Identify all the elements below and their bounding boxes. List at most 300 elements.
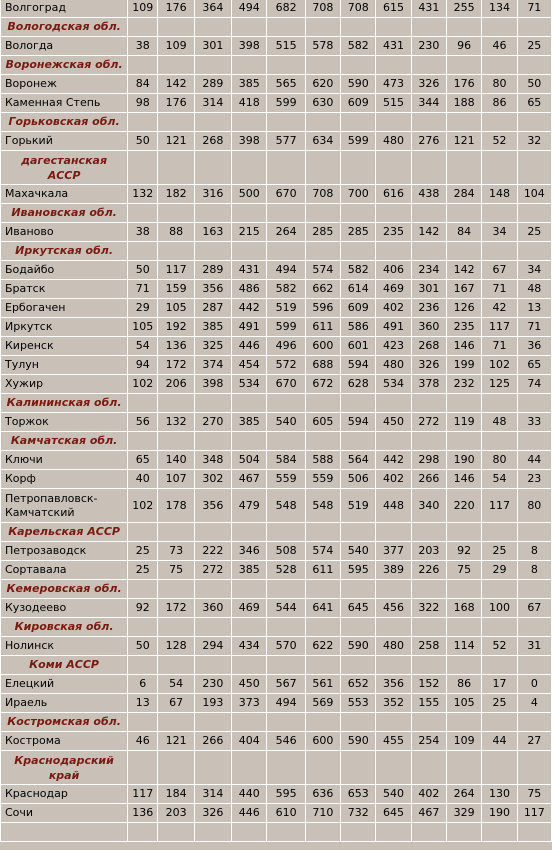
month-value-cell: 652 — [341, 675, 375, 693]
month-value-cell: 450 — [232, 675, 266, 693]
month-value-cell: 132 — [128, 185, 157, 203]
month-value-cell: 71 — [482, 337, 516, 355]
month-value-cell: 25 — [128, 542, 157, 560]
month-value-cell: 582 — [341, 261, 375, 279]
empty-cell — [447, 242, 481, 260]
month-value-cell — [195, 823, 231, 841]
month-value-cell: 176 — [158, 0, 193, 17]
month-value-cell: 418 — [232, 94, 266, 112]
month-value-cell: 34 — [518, 261, 551, 279]
empty-cell — [412, 713, 446, 731]
month-value-cell: 596 — [306, 299, 340, 317]
empty-cell — [232, 56, 266, 74]
empty-cell — [195, 432, 231, 450]
month-value-cell: 130 — [482, 785, 516, 803]
month-value-cell: 114 — [447, 637, 481, 655]
empty-cell — [376, 523, 410, 541]
month-value-cell: 480 — [376, 132, 410, 150]
month-value-cell: 455 — [376, 732, 410, 750]
empty-cell — [267, 656, 304, 674]
month-value-cell: 594 — [341, 356, 375, 374]
empty-cell — [306, 656, 340, 674]
empty-cell — [195, 18, 231, 36]
empty-cell — [376, 751, 410, 784]
month-value-cell: 73 — [158, 542, 193, 560]
month-value-cell: 25 — [518, 223, 551, 241]
month-value-cell: 121 — [158, 732, 193, 750]
empty-cell — [518, 204, 551, 222]
empty-cell — [482, 204, 516, 222]
empty-cell — [232, 580, 266, 598]
month-value-cell: 50 — [128, 637, 157, 655]
month-value-cell: 584 — [267, 451, 304, 469]
station-name: Вологда — [1, 37, 127, 55]
month-value-cell: 203 — [158, 804, 193, 822]
empty-cell — [412, 18, 446, 36]
month-value-cell: 344 — [412, 94, 446, 112]
empty-cell — [195, 713, 231, 731]
empty-cell — [195, 204, 231, 222]
month-value-cell: 326 — [195, 804, 231, 822]
month-value-cell: 192 — [158, 318, 193, 336]
month-value-cell: 92 — [447, 542, 481, 560]
month-value-cell: 86 — [482, 94, 516, 112]
station-name: Киренск — [1, 337, 127, 355]
month-value-cell: 121 — [158, 132, 193, 150]
month-value-cell: 266 — [195, 732, 231, 750]
empty-cell — [195, 113, 231, 131]
month-value-cell: 616 — [376, 185, 410, 203]
month-value-cell: 645 — [376, 804, 410, 822]
month-value-cell: 54 — [158, 675, 193, 693]
month-value-cell: 710 — [306, 804, 340, 822]
month-value-cell: 548 — [306, 489, 340, 522]
month-value-cell: 398 — [232, 37, 266, 55]
empty-cell — [195, 580, 231, 598]
empty-cell — [518, 432, 551, 450]
month-value-cell — [412, 823, 446, 841]
empty-cell — [306, 56, 340, 74]
month-value-cell: 100 — [482, 599, 516, 617]
month-value-cell: 373 — [232, 694, 266, 712]
empty-cell — [341, 656, 375, 674]
month-value-cell: 52 — [482, 132, 516, 150]
month-value-cell: 266 — [412, 470, 446, 488]
month-value-cell: 670 — [267, 185, 304, 203]
month-value-cell: 203 — [412, 542, 446, 560]
empty-cell — [412, 656, 446, 674]
region-name: Камчатская обл. — [1, 432, 127, 450]
empty-cell — [412, 523, 446, 541]
month-value-cell: 322 — [412, 599, 446, 617]
month-value-cell: 264 — [267, 223, 304, 241]
table-row — [1, 223, 551, 241]
empty-cell — [267, 432, 304, 450]
month-value-cell: 71 — [518, 0, 551, 17]
month-value-cell: 605 — [306, 413, 340, 431]
empty-cell — [158, 56, 193, 74]
empty-cell — [341, 523, 375, 541]
month-value-cell: 356 — [376, 675, 410, 693]
empty-cell — [482, 394, 516, 412]
empty-cell — [267, 394, 304, 412]
month-value-cell: 71 — [128, 280, 157, 298]
month-value-cell: 235 — [376, 223, 410, 241]
month-value-cell: 634 — [306, 132, 340, 150]
empty-cell — [195, 618, 231, 636]
month-value-cell: 346 — [232, 542, 266, 560]
empty-cell — [341, 204, 375, 222]
month-value-cell: 126 — [447, 299, 481, 317]
empty-cell — [518, 656, 551, 674]
month-value-cell: 92 — [128, 599, 157, 617]
month-value-cell: 232 — [447, 375, 481, 393]
empty-cell — [128, 113, 157, 131]
month-value-cell: 215 — [232, 223, 266, 241]
region-header-row — [1, 204, 551, 222]
empty-cell — [232, 113, 266, 131]
month-value-cell: 121 — [447, 132, 481, 150]
month-value-cell: 142 — [412, 223, 446, 241]
month-value-cell: 276 — [412, 132, 446, 150]
month-value-cell: 105 — [447, 694, 481, 712]
month-value-cell: 84 — [447, 223, 481, 241]
month-value-cell: 609 — [341, 299, 375, 317]
month-value-cell: 294 — [195, 637, 231, 655]
month-value-cell: 148 — [482, 185, 516, 203]
empty-cell — [306, 151, 340, 184]
empty-cell — [306, 580, 340, 598]
empty-cell — [195, 394, 231, 412]
month-value-cell: 456 — [376, 599, 410, 617]
month-value-cell: 117 — [518, 804, 551, 822]
month-value-cell: 25 — [482, 694, 516, 712]
station-name: Хужир — [1, 375, 127, 393]
table-row — [1, 561, 551, 579]
month-value-cell: 506 — [341, 470, 375, 488]
month-value-cell: 109 — [447, 732, 481, 750]
month-value-cell: 496 — [267, 337, 304, 355]
month-value-cell: 708 — [306, 185, 340, 203]
empty-cell — [518, 113, 551, 131]
empty-cell — [232, 18, 266, 36]
empty-cell — [518, 523, 551, 541]
table-row — [1, 375, 551, 393]
empty-cell — [518, 242, 551, 260]
month-value-cell: 645 — [341, 599, 375, 617]
month-value-cell: 54 — [128, 337, 157, 355]
table-row — [1, 542, 551, 560]
month-value-cell: 152 — [412, 675, 446, 693]
station-name: Петропавловск-Камчатский — [1, 489, 127, 522]
empty-cell — [158, 523, 193, 541]
table-row — [1, 637, 551, 655]
empty-cell — [447, 713, 481, 731]
empty-cell — [518, 18, 551, 36]
month-value-cell: 17 — [482, 675, 516, 693]
month-value-cell: 146 — [447, 337, 481, 355]
region-name: Вологодская обл. — [1, 18, 127, 36]
empty-cell — [232, 242, 266, 260]
month-value-cell: 600 — [306, 337, 340, 355]
month-value-cell: 569 — [306, 694, 340, 712]
month-value-cell: 672 — [306, 375, 340, 393]
month-value-cell: 42 — [482, 299, 516, 317]
empty-cell — [341, 242, 375, 260]
station-name: Иркутск — [1, 318, 127, 336]
empty-cell — [128, 151, 157, 184]
month-value-cell: 590 — [341, 732, 375, 750]
month-value-cell: 588 — [306, 451, 340, 469]
month-value-cell: 494 — [267, 694, 304, 712]
month-value-cell: 29 — [482, 561, 516, 579]
month-value-cell: 107 — [158, 470, 193, 488]
empty-cell — [447, 204, 481, 222]
month-value-cell: 94 — [128, 356, 157, 374]
month-value-cell: 700 — [341, 185, 375, 203]
table-row — [1, 599, 551, 617]
month-value-cell: 56 — [128, 413, 157, 431]
station-name: Махачкала — [1, 185, 127, 203]
month-value-cell: 595 — [341, 561, 375, 579]
month-value-cell: 708 — [306, 0, 340, 17]
empty-cell — [128, 56, 157, 74]
station-name: Ербогачен — [1, 299, 127, 317]
month-value-cell: 385 — [195, 318, 231, 336]
month-value-cell: 670 — [267, 375, 304, 393]
month-value-cell: 515 — [376, 94, 410, 112]
month-value-cell: 109 — [128, 0, 157, 17]
month-value-cell: 46 — [128, 732, 157, 750]
empty-cell — [306, 618, 340, 636]
month-value-cell: 653 — [341, 785, 375, 803]
empty-cell — [306, 18, 340, 36]
month-value-cell: 454 — [232, 356, 266, 374]
empty-cell — [412, 204, 446, 222]
table-row — [1, 470, 551, 488]
month-value-cell: 80 — [518, 489, 551, 522]
empty-cell — [412, 394, 446, 412]
station-name: Иваново — [1, 223, 127, 241]
empty-cell — [518, 713, 551, 731]
month-value-cell: 27 — [518, 732, 551, 750]
empty-cell — [267, 113, 304, 131]
region-header-row — [1, 242, 551, 260]
station-name: Сортавала — [1, 561, 127, 579]
month-value-cell: 65 — [518, 94, 551, 112]
region-name: Воронежская обл. — [1, 56, 127, 74]
month-value-cell: 102 — [128, 375, 157, 393]
month-value-cell: 102 — [482, 356, 516, 374]
empty-cell — [158, 18, 193, 36]
month-value-cell — [482, 823, 516, 841]
month-value-cell: 486 — [232, 280, 266, 298]
empty-cell — [158, 432, 193, 450]
empty-cell — [232, 751, 266, 784]
month-value-cell: 491 — [232, 318, 266, 336]
table-row — [1, 94, 551, 112]
empty-cell — [341, 18, 375, 36]
table-row — [1, 37, 551, 55]
month-value-cell: 159 — [158, 280, 193, 298]
empty-cell — [482, 713, 516, 731]
month-value-cell: 491 — [376, 318, 410, 336]
month-value-cell: 301 — [412, 280, 446, 298]
station-name: Ираель — [1, 694, 127, 712]
empty-cell — [232, 151, 266, 184]
month-value-cell — [518, 823, 551, 841]
month-value-cell: 356 — [195, 280, 231, 298]
month-value-cell: 4 — [518, 694, 551, 712]
empty-cell — [482, 656, 516, 674]
month-value-cell: 570 — [267, 637, 304, 655]
month-value-cell: 289 — [195, 75, 231, 93]
month-value-cell: 172 — [158, 599, 193, 617]
month-value-cell — [158, 823, 193, 841]
month-value-cell: 348 — [195, 451, 231, 469]
empty-cell — [376, 656, 410, 674]
month-value-cell: 480 — [376, 637, 410, 655]
month-value-cell: 193 — [195, 694, 231, 712]
month-value-cell: 480 — [376, 356, 410, 374]
month-value-cell: 13 — [518, 299, 551, 317]
month-value-cell: 29 — [128, 299, 157, 317]
empty-cell — [341, 394, 375, 412]
month-value-cell: 132 — [158, 413, 193, 431]
month-value-cell: 431 — [412, 0, 446, 17]
month-value-cell: 48 — [482, 413, 516, 431]
empty-cell — [267, 523, 304, 541]
month-value-cell: 65 — [128, 451, 157, 469]
table-row — [1, 299, 551, 317]
empty-cell — [306, 242, 340, 260]
empty-cell — [267, 713, 304, 731]
month-value-cell: 50 — [128, 132, 157, 150]
month-value-cell: 102 — [128, 489, 157, 522]
month-value-cell: 25 — [518, 37, 551, 55]
empty-cell — [158, 394, 193, 412]
month-value-cell: 128 — [158, 637, 193, 655]
month-value-cell: 467 — [232, 470, 266, 488]
month-value-cell: 326 — [412, 356, 446, 374]
month-value-cell: 572 — [267, 356, 304, 374]
month-value-cell: 206 — [158, 375, 193, 393]
region-name: Костромская обл. — [1, 713, 127, 731]
table-row — [1, 451, 551, 469]
month-value-cell: 31 — [518, 637, 551, 655]
month-value-cell: 38 — [128, 223, 157, 241]
region-name: Калининская обл. — [1, 394, 127, 412]
region-header-row — [1, 523, 551, 541]
empty-cell — [447, 18, 481, 36]
month-value-cell: 270 — [195, 413, 231, 431]
empty-cell — [195, 751, 231, 784]
empty-cell — [412, 56, 446, 74]
month-value-cell: 105 — [128, 318, 157, 336]
empty-cell — [128, 713, 157, 731]
table-row — [1, 785, 551, 803]
station-name: Петрозаводск — [1, 542, 127, 560]
empty-cell — [518, 751, 551, 784]
month-value-cell: 105 — [158, 299, 193, 317]
table-row — [1, 675, 551, 693]
empty-cell — [482, 580, 516, 598]
month-value-cell: 610 — [267, 804, 304, 822]
empty-cell — [128, 580, 157, 598]
station-name: Бодайбо — [1, 261, 127, 279]
station-name: Воронеж — [1, 75, 127, 93]
month-value-cell: 423 — [376, 337, 410, 355]
empty-cell — [306, 713, 340, 731]
month-value-cell: 534 — [232, 375, 266, 393]
empty-cell — [482, 523, 516, 541]
month-value-cell: 442 — [376, 451, 410, 469]
empty-cell — [158, 713, 193, 731]
region-name: Кировская обл. — [1, 618, 127, 636]
empty-cell — [482, 151, 516, 184]
month-value-cell: 389 — [376, 561, 410, 579]
table-row — [1, 75, 551, 93]
empty-cell — [158, 618, 193, 636]
month-value-cell: 220 — [447, 489, 481, 522]
month-value-cell: 117 — [158, 261, 193, 279]
month-value-cell: 176 — [158, 94, 193, 112]
empty-cell — [267, 18, 304, 36]
empty-cell — [341, 751, 375, 784]
month-value-cell: 255 — [447, 0, 481, 17]
empty-cell — [128, 394, 157, 412]
empty-cell — [482, 432, 516, 450]
region-name: дагестанская АССР — [1, 151, 127, 184]
month-value-cell: 230 — [195, 675, 231, 693]
month-value-cell: 540 — [341, 542, 375, 560]
empty-cell — [412, 580, 446, 598]
empty-cell — [482, 56, 516, 74]
station-name: Ключи — [1, 451, 127, 469]
month-value-cell: 377 — [376, 542, 410, 560]
month-value-cell: 142 — [158, 75, 193, 93]
empty-cell — [195, 56, 231, 74]
station-name: Волгоград — [1, 0, 127, 17]
month-value-cell: 574 — [306, 542, 340, 560]
empty-cell — [482, 18, 516, 36]
month-value-cell: 178 — [158, 489, 193, 522]
month-value-cell: 65 — [518, 356, 551, 374]
month-value-cell: 378 — [412, 375, 446, 393]
empty-cell — [232, 656, 266, 674]
empty-cell — [267, 580, 304, 598]
month-value-cell: 600 — [306, 732, 340, 750]
month-value-cell: 142 — [447, 261, 481, 279]
month-value-cell: 450 — [376, 413, 410, 431]
month-value-cell: 469 — [232, 599, 266, 617]
empty-cell — [482, 242, 516, 260]
region-name: Коми АССР — [1, 656, 127, 674]
month-value-cell: 84 — [128, 75, 157, 93]
empty-cell — [447, 618, 481, 636]
empty-cell — [341, 713, 375, 731]
empty-cell — [128, 656, 157, 674]
empty-cell — [267, 56, 304, 74]
month-value-cell: 431 — [232, 261, 266, 279]
empty-cell — [128, 618, 157, 636]
month-value-cell: 230 — [412, 37, 446, 55]
month-value-cell: 98 — [128, 94, 157, 112]
empty-cell — [158, 751, 193, 784]
month-value-cell: 46 — [482, 37, 516, 55]
month-value-cell: 515 — [267, 37, 304, 55]
month-value-cell: 75 — [158, 561, 193, 579]
